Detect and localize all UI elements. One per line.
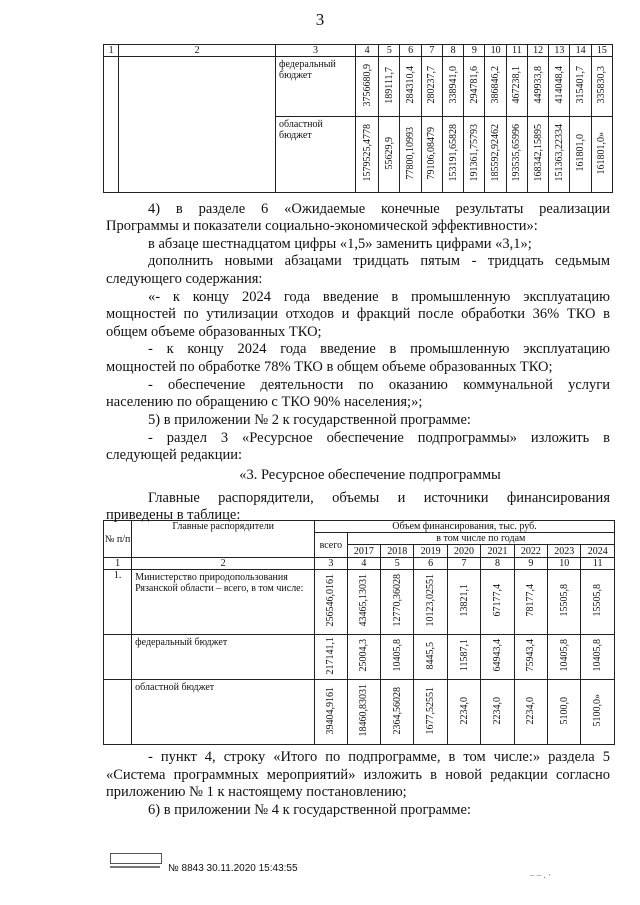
col-index: 8 xyxy=(481,558,514,570)
col-index: 11 xyxy=(581,558,615,570)
value-cell: 15505,8 xyxy=(548,570,581,635)
value-cell: 2234,0 xyxy=(481,680,514,745)
col-index: 10 xyxy=(548,558,581,570)
paragraph: мощностей по утилизации отходов и фракций после обработки 36% ТКО в xyxy=(106,306,610,322)
year-header: 2022 xyxy=(514,545,547,558)
col-index: 7 xyxy=(447,558,480,570)
col-index: 2 xyxy=(119,45,276,57)
col-header-name: Главные распорядители xyxy=(132,521,315,558)
paragraph: «Система программных мероприятий» изложить в новой редакции согласно xyxy=(106,767,610,783)
year-header: 2021 xyxy=(481,545,514,558)
value-cell: 79106,08479 xyxy=(421,117,442,193)
col-index: 13 xyxy=(549,45,570,57)
row-name: федеральный бюджет xyxy=(132,635,315,680)
row-number xyxy=(104,635,132,680)
value-cell: 414048,4 xyxy=(549,57,570,117)
value-cell: 8445,5 xyxy=(414,635,447,680)
value-cell: 386846,2 xyxy=(485,57,506,117)
value-cell: 67177,4 xyxy=(481,570,514,635)
value-cell: 10405,8 xyxy=(548,635,581,680)
value-cell: 5100,0» xyxy=(581,680,615,745)
paragraph: - к концу 2024 года введение в промышленную эксплуатацию xyxy=(148,341,610,357)
table-row xyxy=(104,570,615,635)
paragraph: 6) в приложении № 4 к государственной программе: xyxy=(148,802,471,818)
paragraph: приложению № 1 к настоящему постановлению; xyxy=(106,784,407,800)
registry-stamp-line xyxy=(110,866,160,868)
col-index: 2 xyxy=(132,558,315,570)
col-index: 9 xyxy=(464,45,485,57)
registry-stamp xyxy=(110,853,162,864)
paragraph: 5) в приложении № 2 к государственной программе: xyxy=(148,412,471,428)
table-header-row xyxy=(104,521,615,533)
paragraph: мощностей по обработке 78% ТКО в общем объеме образованных ТКО; xyxy=(106,359,553,375)
total-cell: 217141,1 xyxy=(315,635,348,680)
value-cell: 1579525,4778 xyxy=(355,117,378,193)
budget-category: федеральный бюджет xyxy=(276,57,356,117)
year-header: 2018 xyxy=(381,545,414,558)
paragraph: населению по обращению с ТКО 90% населения;»; xyxy=(106,394,423,410)
col-header-num: № п/п xyxy=(104,521,132,558)
col-index: 1 xyxy=(104,45,119,57)
value-cell: 315401,7 xyxy=(570,57,591,117)
col-index: 6 xyxy=(414,558,447,570)
empty-cell xyxy=(119,57,276,193)
col-index: 9 xyxy=(514,558,547,570)
value-cell: 185592,92462 xyxy=(485,117,506,193)
paragraph: общем объеме образованных ТКО; xyxy=(106,324,322,340)
year-header: 2020 xyxy=(447,545,480,558)
col-index: 4 xyxy=(347,558,380,570)
paragraph: - раздел 3 «Ресурсное обеспечение подпрограммы» изложить в xyxy=(148,430,610,446)
value-cell: 10405,8 xyxy=(581,635,615,680)
col-index: 5 xyxy=(379,45,400,57)
paragraph: - обеспечение деятельности по оказанию коммунальной услуги xyxy=(148,377,610,393)
value-cell: 2364,56028 xyxy=(381,680,414,745)
value-cell: 25004,3 xyxy=(347,635,380,680)
value-cell: 151363,22334 xyxy=(549,117,570,193)
total-cell: 39404,9161 xyxy=(315,680,348,745)
row-number xyxy=(104,680,132,745)
value-cell: 191361,75793 xyxy=(464,117,485,193)
paragraph: следующей редакции: xyxy=(106,447,243,463)
section-title: «3. Ресурсное обеспечение подпрограммы xyxy=(239,467,501,483)
value-cell: 284310,4 xyxy=(400,57,421,117)
col-header-years: в том числе по годам xyxy=(347,533,614,545)
value-cell: 55629,9 xyxy=(379,117,400,193)
value-cell: 294781,6 xyxy=(464,57,485,117)
value-cell: 161801,0 xyxy=(570,117,591,193)
scan-mark: – – . · xyxy=(530,870,551,880)
value-cell: 5100,0 xyxy=(548,680,581,745)
value-cell: 77800,10993 xyxy=(400,117,421,193)
year-header: 2019 xyxy=(414,545,447,558)
year-header: 2024 xyxy=(581,545,615,558)
value-cell: 280237,7 xyxy=(421,57,442,117)
col-index: 11 xyxy=(506,45,527,57)
year-header: 2017 xyxy=(347,545,380,558)
paragraph: следующего содержания: xyxy=(106,271,263,287)
value-cell: 10123,02551 xyxy=(414,570,447,635)
paragraph: 4) в разделе 6 «Ожидаемые конечные результаты реализации xyxy=(148,201,610,217)
table-row xyxy=(104,635,615,680)
paragraph: приведены в таблице: xyxy=(106,507,241,523)
col-index: 8 xyxy=(442,45,463,57)
value-cell: 338941,0 xyxy=(442,57,463,117)
resource-financing-table xyxy=(103,520,615,745)
value-cell: 161801,0» xyxy=(591,117,612,193)
value-cell: 75943,4 xyxy=(514,635,547,680)
paragraph: в абзаце шестнадцатом цифры «1,5» заменить цифрами «3,1»; xyxy=(148,236,532,252)
col-index: 1 xyxy=(104,558,132,570)
table-header-row xyxy=(104,45,613,57)
value-cell: 2234,0 xyxy=(447,680,480,745)
page-number: 3 xyxy=(315,10,325,29)
value-cell: 2234,0 xyxy=(514,680,547,745)
value-cell: 1677,52551 xyxy=(414,680,447,745)
value-cell: 10405,8 xyxy=(381,635,414,680)
col-index: 5 xyxy=(381,558,414,570)
budget-category: областной бюджет xyxy=(276,117,356,193)
value-cell: 3756680,9 xyxy=(355,57,378,117)
total-cell: 256546,0161 xyxy=(315,570,348,635)
col-index: 12 xyxy=(527,45,548,57)
col-index: 6 xyxy=(400,45,421,57)
col-index: 3 xyxy=(315,558,348,570)
year-header: 2023 xyxy=(548,545,581,558)
value-cell: 189111,7 xyxy=(379,57,400,117)
col-header-total: всего xyxy=(315,533,348,558)
value-cell: 13821,1 xyxy=(447,570,480,635)
value-cell: 449933,8 xyxy=(527,57,548,117)
value-cell: 12770,36028 xyxy=(381,570,414,635)
table-row xyxy=(104,57,613,117)
col-index: 14 xyxy=(570,45,591,57)
value-cell: 11587,1 xyxy=(447,635,480,680)
paragraph: «- к концу 2024 года введение в промышленную эксплуатацию xyxy=(148,289,610,305)
value-cell: 43465,13031 xyxy=(347,570,380,635)
col-index: 15 xyxy=(591,45,612,57)
value-cell: 153191,65828 xyxy=(442,117,463,193)
value-cell: 335830,3 xyxy=(591,57,612,117)
paragraph: Главные распорядители, объемы и источники финансирования xyxy=(148,490,610,506)
col-index: 3 xyxy=(276,45,356,57)
paragraph: - пункт 4, строку «Итого по подпрограмме, в том числе:» раздела 5 xyxy=(148,749,610,765)
value-cell: 15505,8 xyxy=(581,570,615,635)
financing-table-continuation xyxy=(103,44,613,193)
value-cell: 168342,15895 xyxy=(527,117,548,193)
document-registration: № 8843 30.11.2020 15:43:55 xyxy=(168,863,298,874)
col-header-volume: Объем финансирования, тыс. руб. xyxy=(315,521,615,533)
col-index: 7 xyxy=(421,45,442,57)
row-name: областной бюджет xyxy=(132,680,315,745)
value-cell: 78177,4 xyxy=(514,570,547,635)
empty-cell xyxy=(104,57,119,193)
value-cell: 64943,4 xyxy=(481,635,514,680)
col-index: 4 xyxy=(355,45,378,57)
index-row xyxy=(104,558,615,570)
col-index: 10 xyxy=(485,45,506,57)
table-row xyxy=(104,680,615,745)
value-cell: 18460,83031 xyxy=(347,680,380,745)
paragraph: Программы и показатели социально-экономической эффективности»: xyxy=(106,218,538,234)
value-cell: 193535,65996 xyxy=(506,117,527,193)
row-name: Министерство природопользования Рязанской области – всего, в том числе: xyxy=(132,570,315,635)
row-number: 1. xyxy=(104,570,132,635)
paragraph: дополнить новыми абзацами тридцать пятым - тридцать седьмым xyxy=(148,253,610,269)
value-cell: 467238,1 xyxy=(506,57,527,117)
